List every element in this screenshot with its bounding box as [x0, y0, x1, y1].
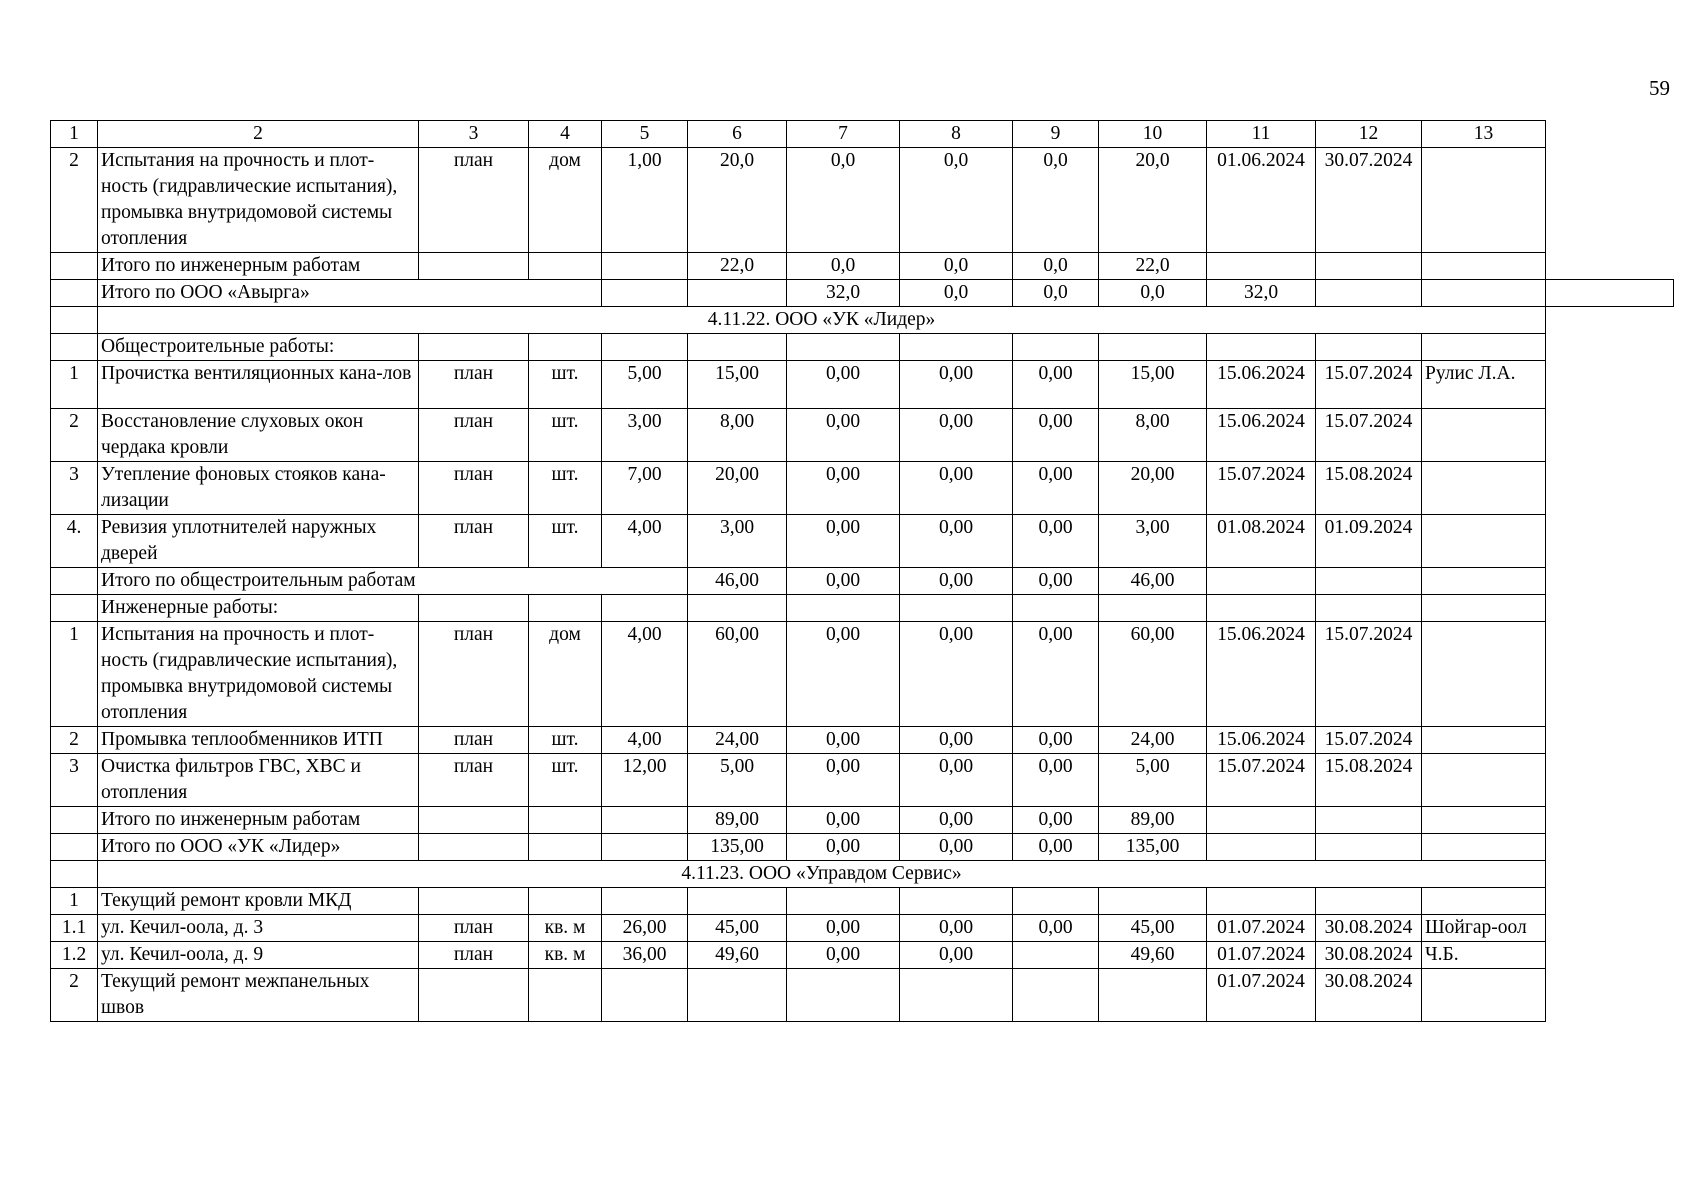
row-number: 1 [51, 361, 98, 409]
column-header-9: 9 [1013, 121, 1099, 148]
row-number: 1 [51, 888, 98, 915]
total-value [602, 280, 688, 307]
total-value: 46,00 [1099, 568, 1207, 595]
col-6-cell: 45,00 [688, 915, 787, 942]
col-7-cell: 0,00 [787, 462, 900, 515]
col-9-cell: 0,00 [1013, 361, 1099, 409]
table-row [51, 915, 1674, 942]
table-row [51, 888, 1674, 915]
col-10-cell: 20,00 [1099, 462, 1207, 515]
responsible-cell: Шойгар-оол [1422, 915, 1546, 942]
col-10-cell: 49,60 [1099, 942, 1207, 969]
empty-cell [1316, 595, 1422, 622]
total-value: 0,00 [787, 807, 900, 834]
col-8-cell: 0,00 [900, 462, 1013, 515]
empty-cell [602, 595, 688, 622]
end-date-cell: 30.07.2024 [1316, 148, 1422, 253]
col-7-cell [787, 888, 900, 915]
col-7-cell: 0,00 [787, 915, 900, 942]
end-date-cell: 15.07.2024 [1316, 727, 1422, 754]
plan-cell: план [419, 361, 529, 409]
column-header-8: 8 [900, 121, 1013, 148]
responsible-cell [1422, 148, 1546, 253]
total-value [1207, 253, 1316, 280]
start-date-cell [1207, 888, 1316, 915]
col-9-cell [1013, 969, 1099, 1022]
volume-cell: 3,00 [602, 409, 688, 462]
col-9-cell: 0,00 [1013, 462, 1099, 515]
volume-cell: 4,00 [602, 622, 688, 727]
col-8-cell: 0,00 [900, 622, 1013, 727]
row-number: 2 [51, 409, 98, 462]
total-value [1316, 834, 1422, 861]
responsible-cell: Рулис Л.А. [1422, 361, 1546, 409]
column-header-10: 10 [1099, 121, 1207, 148]
total-value: 0,00 [900, 568, 1013, 595]
start-date-cell: 15.07.2024 [1207, 462, 1316, 515]
total-row [51, 568, 1674, 595]
col-8-cell: 0,00 [900, 754, 1013, 807]
empty-cell [1422, 595, 1546, 622]
total-label: Итого по ООО «Авырга» [98, 280, 602, 307]
responsible-cell [1422, 888, 1546, 915]
col-6-cell: 20,00 [688, 462, 787, 515]
empty-cell [1013, 334, 1099, 361]
total-value [529, 253, 602, 280]
empty-cell [419, 334, 529, 361]
total-row [51, 807, 1674, 834]
total-value: 0,00 [1013, 568, 1099, 595]
unit-cell: шт. [529, 462, 602, 515]
row-number: 1 [51, 622, 98, 727]
total-value: 0,00 [1013, 834, 1099, 861]
works-table [50, 120, 1674, 1022]
responsible-cell [1422, 754, 1546, 807]
col-7-cell: 0,00 [787, 361, 900, 409]
end-date-cell: 30.08.2024 [1316, 942, 1422, 969]
column-header-6: 6 [688, 121, 787, 148]
plan-cell: план [419, 942, 529, 969]
total-value: 46,00 [688, 568, 787, 595]
table-row [51, 754, 1674, 807]
total-row [51, 834, 1674, 861]
end-date-cell [1316, 888, 1422, 915]
col-8-cell [900, 969, 1013, 1022]
work-name: Текущий ремонт кровли МКД [98, 888, 419, 915]
total-value [419, 253, 529, 280]
empty-cell [1316, 334, 1422, 361]
col-7-cell: 0,00 [787, 754, 900, 807]
total-value: 135,00 [688, 834, 787, 861]
volume-cell: 5,00 [602, 361, 688, 409]
col-10-cell: 24,00 [1099, 727, 1207, 754]
work-name: Текущий ремонт межпанельных швов [98, 969, 419, 1022]
total-value: 0,00 [900, 807, 1013, 834]
total-value [1316, 568, 1422, 595]
col-8-cell: 0,00 [900, 361, 1013, 409]
work-name: Испытания на прочность и плот-ность (гидравлические испытания), промывка внутридомовой системы отопления [98, 622, 419, 727]
responsible-cell [1422, 622, 1546, 727]
subsection-row [51, 595, 1674, 622]
unit-cell: кв. м [529, 942, 602, 969]
table-row [51, 148, 1674, 253]
col-9-cell: 0,00 [1013, 915, 1099, 942]
unit-cell: шт. [529, 361, 602, 409]
subsection-row [51, 334, 1674, 361]
end-date-cell: 15.07.2024 [1316, 622, 1422, 727]
table-row [51, 942, 1674, 969]
total-value [602, 834, 688, 861]
end-date-cell: 01.09.2024 [1316, 515, 1422, 568]
total-value: 0,00 [787, 834, 900, 861]
row-number: 2 [51, 727, 98, 754]
table-row [51, 727, 1674, 754]
total-value: 0,00 [787, 568, 900, 595]
total-value [602, 253, 688, 280]
table-row [51, 515, 1674, 568]
col-10-cell: 5,00 [1099, 754, 1207, 807]
empty-cell [602, 334, 688, 361]
row-number [51, 307, 98, 334]
start-date-cell: 15.06.2024 [1207, 361, 1316, 409]
total-value [1546, 280, 1674, 307]
unit-cell: шт. [529, 515, 602, 568]
work-name: Очистка фильтров ГВС, ХВС и отопления [98, 754, 419, 807]
plan-cell [419, 969, 529, 1022]
total-value: 0,00 [1013, 807, 1099, 834]
column-header-13: 13 [1422, 121, 1546, 148]
column-header-1: 1 [51, 121, 98, 148]
empty-cell [900, 334, 1013, 361]
end-date-cell: 15.08.2024 [1316, 754, 1422, 807]
col-9-cell [1013, 942, 1099, 969]
total-value [1207, 834, 1316, 861]
responsible-cell [1422, 969, 1546, 1022]
start-date-cell: 01.06.2024 [1207, 148, 1316, 253]
table-row [51, 969, 1674, 1022]
total-label: Итого по ООО «УК «Лидер» [98, 834, 419, 861]
start-date-cell: 01.07.2024 [1207, 969, 1316, 1022]
row-number [51, 861, 98, 888]
section-title: 4.11.23. ООО «Управдом Сервис» [98, 861, 1546, 888]
section-row [51, 307, 1674, 334]
total-value [602, 807, 688, 834]
total-value [419, 834, 529, 861]
table-row [51, 622, 1674, 727]
end-date-cell: 30.08.2024 [1316, 915, 1422, 942]
col-6-cell: 5,00 [688, 754, 787, 807]
total-label: Итого по общестроительным работам [98, 568, 688, 595]
page-number: 59 [1649, 76, 1670, 100]
start-date-cell: 15.06.2024 [1207, 622, 1316, 727]
total-value: 22,0 [1099, 253, 1207, 280]
col-7-cell: 0,00 [787, 622, 900, 727]
total-value: 0,0 [1099, 280, 1207, 307]
volume-cell: 36,00 [602, 942, 688, 969]
total-value [1207, 568, 1316, 595]
col-10-cell: 20,0 [1099, 148, 1207, 253]
plan-cell: план [419, 462, 529, 515]
empty-cell [1422, 568, 1546, 595]
col-10-cell [1099, 969, 1207, 1022]
col-9-cell [1013, 888, 1099, 915]
end-date-cell: 15.07.2024 [1316, 409, 1422, 462]
column-header-3: 3 [419, 121, 529, 148]
col-10-cell: 8,00 [1099, 409, 1207, 462]
volume-cell: 26,00 [602, 915, 688, 942]
start-date-cell: 15.07.2024 [1207, 754, 1316, 807]
empty-cell [688, 595, 787, 622]
column-header-11: 11 [1207, 121, 1316, 148]
col-6-cell: 15,00 [688, 361, 787, 409]
responsible-cell [1422, 727, 1546, 754]
volume-cell: 4,00 [602, 515, 688, 568]
table-row [51, 462, 1674, 515]
total-value: 0,0 [900, 253, 1013, 280]
section-title: 4.11.22. ООО «УК «Лидер» [98, 307, 1546, 334]
empty-cell [900, 595, 1013, 622]
col-6-cell: 60,00 [688, 622, 787, 727]
col-7-cell [787, 969, 900, 1022]
row-number [51, 334, 98, 361]
total-value: 89,00 [1099, 807, 1207, 834]
plan-cell [419, 888, 529, 915]
empty-cell [1207, 595, 1316, 622]
column-header-2: 2 [98, 121, 419, 148]
empty-cell [787, 595, 900, 622]
volume-cell [602, 969, 688, 1022]
responsible-cell: Ч.Б. [1422, 942, 1546, 969]
row-number [51, 280, 98, 307]
unit-cell: дом [529, 148, 602, 253]
total-value: 89,00 [688, 807, 787, 834]
column-header-4: 4 [529, 121, 602, 148]
volume-cell: 1,00 [602, 148, 688, 253]
col-10-cell: 60,00 [1099, 622, 1207, 727]
row-number [51, 568, 98, 595]
total-value: 0,0 [787, 253, 900, 280]
empty-cell [1013, 595, 1099, 622]
empty-cell [419, 595, 529, 622]
row-number: 2 [51, 148, 98, 253]
total-value: 32,0 [1207, 280, 1316, 307]
total-value: 0,0 [1013, 253, 1099, 280]
end-date-cell: 15.07.2024 [1316, 361, 1422, 409]
responsible-cell [1422, 462, 1546, 515]
col-6-cell [688, 888, 787, 915]
work-name: Восстановление слуховых окон чердака кровли [98, 409, 419, 462]
row-number [51, 834, 98, 861]
row-number [51, 253, 98, 280]
total-value [419, 807, 529, 834]
total-value [1207, 807, 1316, 834]
col-7-cell: 0,0 [787, 148, 900, 253]
col-6-cell: 49,60 [688, 942, 787, 969]
empty-cell [1099, 595, 1207, 622]
unit-cell [529, 969, 602, 1022]
col-9-cell: 0,00 [1013, 515, 1099, 568]
work-name: Ревизия уплотнителей наружных дверей [98, 515, 419, 568]
plan-cell: план [419, 915, 529, 942]
column-header-12: 12 [1316, 121, 1422, 148]
unit-cell: дом [529, 622, 602, 727]
section-row [51, 861, 1674, 888]
column-header-5: 5 [602, 121, 688, 148]
volume-cell: 7,00 [602, 462, 688, 515]
total-label: Итого по инженерным работам [98, 807, 419, 834]
work-name: Утепление фоновых стояков кана-лизации [98, 462, 419, 515]
total-value [1422, 280, 1546, 307]
col-10-cell [1099, 888, 1207, 915]
empty-cell [787, 334, 900, 361]
col-9-cell: 0,00 [1013, 727, 1099, 754]
empty-cell [1422, 334, 1546, 361]
col-8-cell [900, 888, 1013, 915]
work-name: ул. Кечил-оола, д. 9 [98, 942, 419, 969]
total-value: 0,0 [1013, 280, 1099, 307]
total-value: 32,0 [787, 280, 900, 307]
total-label: Итого по инженерным работам [98, 253, 419, 280]
subsection-label: Общестроительные работы: [98, 334, 419, 361]
work-name: Промывка теплообменников ИТП [98, 727, 419, 754]
responsible-cell [1422, 515, 1546, 568]
work-name: Испытания на прочность и плот-ность (гидравлические испытания), промывка внутридомовой системы отопления [98, 148, 419, 253]
total-value: 135,00 [1099, 834, 1207, 861]
volume-cell: 12,00 [602, 754, 688, 807]
empty-cell [529, 334, 602, 361]
total-row [51, 280, 1674, 307]
start-date-cell: 01.07.2024 [1207, 942, 1316, 969]
col-10-cell: 3,00 [1099, 515, 1207, 568]
col-8-cell: 0,00 [900, 409, 1013, 462]
empty-cell [688, 334, 787, 361]
col-6-cell: 20,0 [688, 148, 787, 253]
total-value [688, 280, 787, 307]
unit-cell: кв. м [529, 915, 602, 942]
total-value [1316, 807, 1422, 834]
col-8-cell: 0,00 [900, 727, 1013, 754]
row-number [51, 595, 98, 622]
table-row [51, 409, 1674, 462]
row-number: 2 [51, 969, 98, 1022]
plan-cell: план [419, 754, 529, 807]
empty-cell [1099, 334, 1207, 361]
plan-cell: план [419, 515, 529, 568]
row-number: 3 [51, 462, 98, 515]
col-8-cell: 0,00 [900, 942, 1013, 969]
row-number: 1.2 [51, 942, 98, 969]
start-date-cell: 01.08.2024 [1207, 515, 1316, 568]
col-9-cell: 0,0 [1013, 148, 1099, 253]
end-date-cell: 15.08.2024 [1316, 462, 1422, 515]
column-number-row [51, 121, 1674, 148]
unit-cell: шт. [529, 754, 602, 807]
col-7-cell: 0,00 [787, 727, 900, 754]
col-7-cell: 0,00 [787, 942, 900, 969]
row-number: 3 [51, 754, 98, 807]
unit-cell [529, 888, 602, 915]
col-9-cell: 0,00 [1013, 409, 1099, 462]
col-9-cell: 0,00 [1013, 622, 1099, 727]
column-header-7: 7 [787, 121, 900, 148]
total-row [51, 253, 1674, 280]
col-6-cell [688, 969, 787, 1022]
empty-cell [1207, 334, 1316, 361]
col-6-cell: 8,00 [688, 409, 787, 462]
start-date-cell: 01.07.2024 [1207, 915, 1316, 942]
total-value: 0,0 [900, 280, 1013, 307]
row-number: 4. [51, 515, 98, 568]
start-date-cell: 15.06.2024 [1207, 727, 1316, 754]
col-9-cell: 0,00 [1013, 754, 1099, 807]
total-value [529, 834, 602, 861]
total-value [1422, 834, 1546, 861]
total-value [1316, 280, 1422, 307]
col-8-cell: 0,0 [900, 148, 1013, 253]
col-6-cell: 3,00 [688, 515, 787, 568]
volume-cell: 4,00 [602, 727, 688, 754]
col-10-cell: 15,00 [1099, 361, 1207, 409]
total-value: 22,0 [688, 253, 787, 280]
work-name: ул. Кечил-оола, д. 3 [98, 915, 419, 942]
table-row [51, 361, 1674, 409]
unit-cell: шт. [529, 409, 602, 462]
subsection-label: Инженерные работы: [98, 595, 419, 622]
total-value [1422, 253, 1546, 280]
col-8-cell: 0,00 [900, 515, 1013, 568]
row-number: 1.1 [51, 915, 98, 942]
col-8-cell: 0,00 [900, 915, 1013, 942]
col-7-cell: 0,00 [787, 409, 900, 462]
plan-cell: план [419, 622, 529, 727]
plan-cell: план [419, 727, 529, 754]
total-value [529, 807, 602, 834]
end-date-cell: 30.08.2024 [1316, 969, 1422, 1022]
row-number [51, 807, 98, 834]
start-date-cell: 15.06.2024 [1207, 409, 1316, 462]
total-value [1422, 807, 1546, 834]
col-10-cell: 45,00 [1099, 915, 1207, 942]
work-name: Прочистка вентиляционных кана-лов [98, 361, 419, 409]
empty-cell [529, 595, 602, 622]
total-value: 0,00 [900, 834, 1013, 861]
col-6-cell: 24,00 [688, 727, 787, 754]
total-value [1316, 253, 1422, 280]
plan-cell: план [419, 409, 529, 462]
col-7-cell: 0,00 [787, 515, 900, 568]
unit-cell: шт. [529, 727, 602, 754]
responsible-cell [1422, 409, 1546, 462]
plan-cell: план [419, 148, 529, 253]
volume-cell [602, 888, 688, 915]
